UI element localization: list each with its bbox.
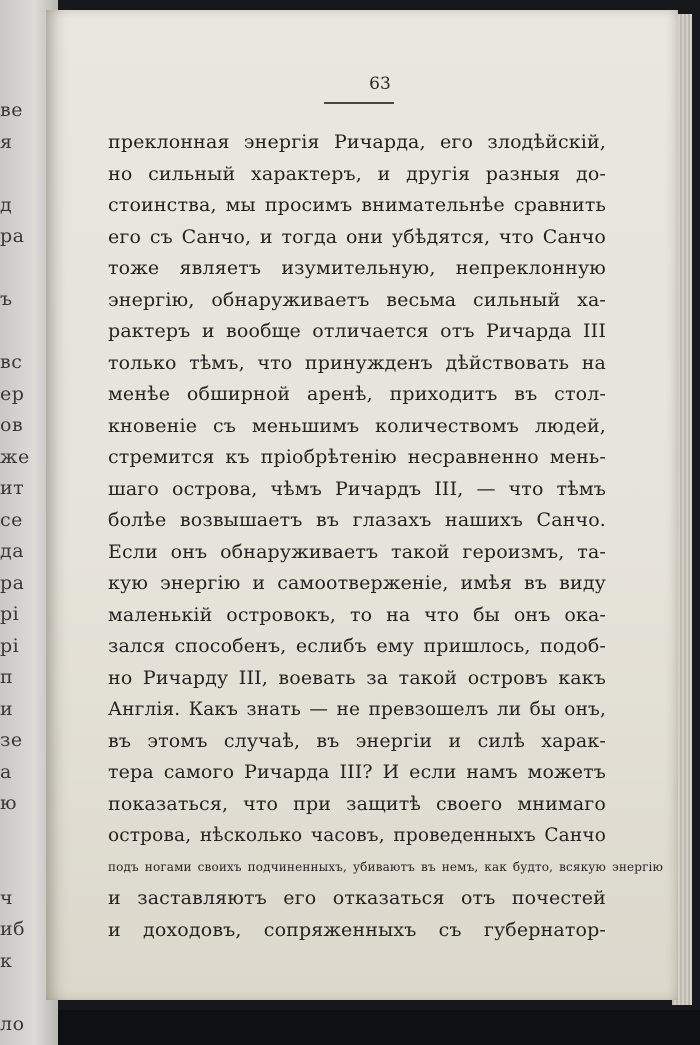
text-line: острова, нѣсколько часовъ, проведенныхъ Санчо: [108, 825, 606, 846]
facing-page-fragment: ъ: [0, 288, 13, 310]
text-line: его съ Санчо, и тогда они убѣдятся, что Санчо: [108, 225, 606, 248]
facing-page-fragment: ч: [0, 886, 14, 909]
facing-page-fragment: я: [0, 130, 13, 153]
text-line: стоинства, мы просимъ внимательнѣе сравнить: [108, 194, 606, 216]
text-line: въ этомъ случаѣ, въ энергіи и силѣ харак-: [108, 729, 606, 752]
facing-page-fragment: ов: [0, 414, 24, 436]
text-line: стремится къ пріобрѣтенію несравненно мень-: [108, 446, 606, 468]
facing-page-fragment: се: [0, 508, 23, 531]
text-line: менѣе обширной аренѣ, приходитъ въ стол-: [108, 383, 606, 405]
text-line: подъ ногами своихъ подчиненныхъ, убиваютъ въ немъ, как будто, всякую энергію: [108, 859, 664, 874]
text-line: показаться, что при защитѣ своего мнимаго: [108, 792, 606, 815]
text-line: тоже являетъ изумительную, непреклонную: [108, 257, 606, 279]
facing-page-fragment: к: [0, 949, 13, 972]
text-line: маленькій островокъ, то на что бы онъ ока-: [108, 603, 606, 626]
book-page: [46, 10, 678, 1000]
facing-page-fragment: ю: [0, 792, 18, 814]
facing-page-fragment: же: [0, 445, 30, 468]
facing-page-fragment: рі: [0, 603, 20, 625]
facing-page-fragment: д: [0, 193, 13, 216]
facing-page-fragment: рі: [0, 634, 20, 657]
text-line: шаго острова, чѣмъ Ричардъ III, — что тѣмъ: [108, 477, 606, 500]
text-line: и доходовъ, сопряженныхъ съ губернатор-: [108, 918, 606, 941]
text-line: и заставляютъ его отказаться отъ почестей: [108, 887, 606, 909]
text-line: но сильный характеръ, и другія разныя до-: [108, 162, 606, 185]
text-line: рактеръ и вообще отличается отъ Ричарда III: [108, 320, 606, 342]
text-line: преклонная энергія Ричарда, его злодѣйскій,: [108, 131, 606, 153]
text-line: кую энергію и самоотверженіе, имѣя въ виду: [108, 572, 606, 594]
facing-page-fragment: ве: [0, 99, 23, 121]
facing-page-fragment: ра: [0, 571, 25, 594]
facing-page-fragment: ит: [0, 477, 25, 499]
text-line: кновеніе съ меньшимъ количествомъ людей,: [108, 414, 606, 437]
facing-page-fragment: ер: [0, 382, 25, 405]
facing-page-fragment: а: [0, 760, 12, 783]
text-line: болѣе возвышаетъ въ глазахъ нашихъ Санчо.: [108, 509, 606, 531]
facing-page-fragment: ло: [0, 1012, 25, 1035]
text-line: тера самого Ричарда III? И если намъ можетъ: [108, 761, 606, 783]
facing-page-fragment: иб: [0, 918, 26, 940]
facing-page-fragment: и: [0, 697, 14, 720]
text-line: зался способенъ, еслибъ ему пришлось, подоб-: [108, 635, 606, 657]
facing-page-fragment: да: [0, 540, 25, 562]
text-line: только тѣмъ, что принужденъ дѣйствовать на: [108, 351, 606, 374]
page-number: 63: [369, 74, 391, 94]
facing-page-fragment: ра: [0, 225, 25, 247]
bottom-shadow: [0, 1010, 700, 1045]
text-line: Если онъ обнаруживаетъ такой героизмъ, та-: [108, 540, 606, 563]
text-line: Англія. Какъ знать — не превзошелъ ли бы онъ,: [108, 699, 606, 720]
facing-page-fragment: вс: [0, 351, 23, 373]
facing-page-fragment: зе: [0, 729, 23, 751]
text-line: но Ричарду III, воевать за такой островъ какъ: [108, 666, 606, 689]
text-line: энергію, обнаруживаетъ весьма сильный ха-: [108, 288, 606, 311]
body-text: [108, 127, 664, 946]
page-number-rule: [324, 102, 394, 104]
facing-page-fragment: п: [0, 666, 14, 688]
